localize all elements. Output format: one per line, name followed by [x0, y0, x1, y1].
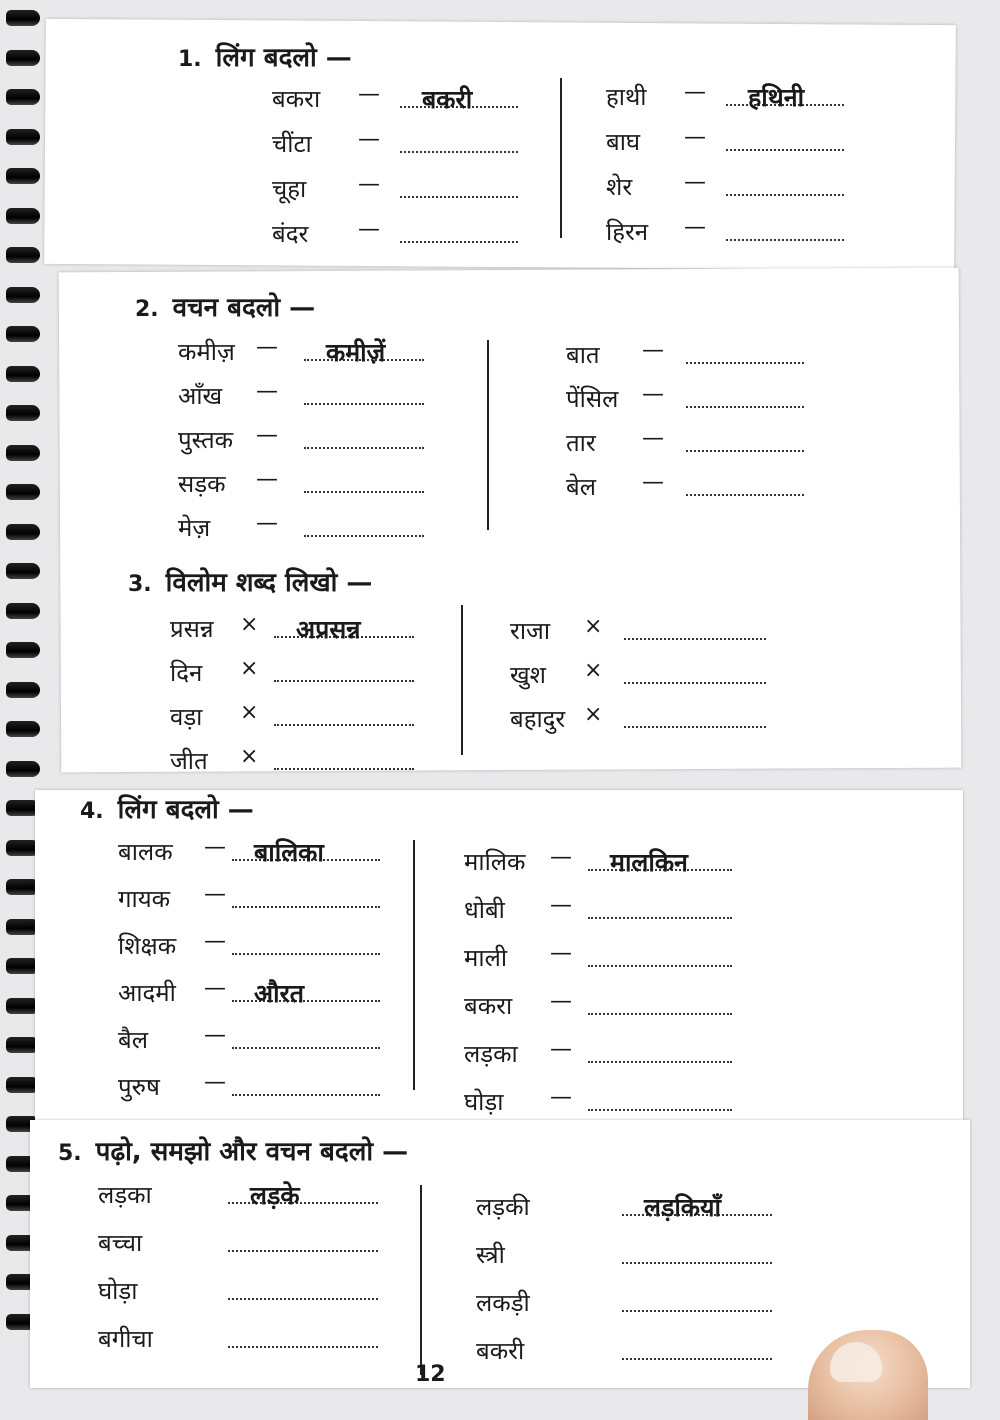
section-number: 1. — [178, 47, 202, 72]
exercise-separator: — — [204, 882, 226, 907]
section-title: लिंग बदलो — — [215, 43, 352, 73]
exercise-word: वड़ा — [170, 703, 203, 731]
exercise-separator: × — [584, 614, 603, 639]
answer-blank[interactable] — [686, 426, 804, 452]
exercise-separator: — — [256, 467, 278, 492]
exercise-row — [170, 656, 424, 690]
exercise-separator: — — [358, 217, 380, 242]
answer-blank[interactable] — [588, 893, 732, 919]
section-heading — [178, 38, 352, 74]
spiral-ring — [6, 168, 40, 184]
exercise-separator: × — [240, 656, 259, 681]
answer-blank[interactable] — [588, 1085, 732, 1111]
exercise-word: दिन — [170, 659, 203, 687]
exercise-word: राजा — [510, 617, 551, 645]
exercise-separator: — — [550, 845, 572, 870]
answer-blank[interactable] — [400, 127, 518, 153]
exercise-row — [272, 217, 528, 251]
exercise-row — [272, 82, 528, 116]
exercise-row — [178, 467, 434, 501]
exercise-row — [464, 941, 742, 975]
exercise-word: हिरन — [606, 218, 649, 246]
exercise-row — [566, 338, 814, 372]
exercise-word: मालिक — [464, 848, 526, 876]
exercise-row — [118, 929, 390, 963]
spiral-ring — [6, 603, 40, 619]
section-title: लिंग बदलो — — [117, 795, 254, 825]
spiral-ring — [6, 287, 40, 303]
exercise-word: जीत — [170, 747, 208, 775]
answer-blank[interactable] — [726, 215, 844, 241]
exercise-word: शेर — [606, 173, 633, 201]
answer-blank[interactable] — [228, 1322, 378, 1348]
answer-blank[interactable] — [304, 423, 424, 449]
spiral-ring — [6, 10, 40, 26]
exercise-row — [118, 835, 390, 869]
exercise-word: खुश — [510, 661, 546, 689]
answer-blank[interactable] — [588, 989, 732, 1015]
spiral-ring — [6, 405, 40, 421]
section-heading — [80, 790, 254, 826]
section-number: 3. — [128, 572, 152, 597]
exercise-row — [178, 335, 434, 369]
filled-answer: बकरी — [422, 85, 473, 114]
exercise-row — [464, 845, 742, 879]
filled-answer: लड़कियाँ — [644, 1193, 721, 1222]
answer-blank[interactable] — [232, 1023, 380, 1049]
answer-blank[interactable] — [588, 1037, 732, 1063]
exercise-separator: — — [550, 893, 572, 918]
exercise-separator: — — [204, 1070, 226, 1095]
exercise-word: बैल — [118, 1026, 148, 1054]
filled-answer: हथिनी — [748, 83, 805, 112]
spiral-ring — [6, 642, 40, 658]
exercise-separator: — — [358, 127, 380, 152]
exercise-word: चींटा — [272, 130, 312, 158]
exercise-word: लड़का — [464, 1040, 518, 1068]
exercise-row — [464, 1037, 742, 1071]
answer-blank[interactable] — [624, 658, 766, 684]
filled-answer: मालकिन — [610, 848, 688, 877]
spiral-ring — [6, 366, 40, 382]
exercise-word: बकरा — [272, 85, 321, 113]
answer-blank[interactable] — [274, 656, 414, 682]
filled-answer: लड़के — [250, 1181, 300, 1210]
exercise-word: आँख — [178, 382, 223, 410]
page-number: 12 — [415, 1362, 446, 1387]
exercise-separator: — — [684, 125, 706, 150]
spiral-ring — [6, 129, 40, 145]
spiral-ring — [6, 761, 40, 777]
exercise-row — [476, 1286, 782, 1320]
answer-blank[interactable] — [274, 744, 414, 770]
filled-answer: कमीज़ें — [326, 338, 386, 367]
exercise-word: घोड़ा — [98, 1277, 138, 1305]
exercise-row — [510, 702, 776, 736]
exercise-word: बालक — [118, 838, 173, 866]
exercise-separator: × — [584, 658, 603, 683]
spiral-ring — [6, 326, 40, 342]
exercise-word: प्रसन्न — [170, 615, 214, 643]
exercise-word: बाघ — [606, 128, 641, 156]
filled-answer: बालिका — [254, 838, 324, 867]
section-title: पढ़ो, समझो और वचन बदलो — — [95, 1137, 409, 1167]
exercise-row — [510, 658, 776, 692]
exercise-separator: — — [642, 426, 664, 451]
answer-blank[interactable] — [274, 700, 414, 726]
exercise-row — [118, 976, 390, 1010]
exercise-separator: — — [550, 1037, 572, 1062]
exercise-word: बकरा — [464, 992, 513, 1020]
exercise-row — [98, 1226, 388, 1260]
exercise-word: हाथी — [606, 83, 647, 111]
column-divider — [560, 78, 562, 238]
exercise-word: बकरी — [476, 1337, 525, 1365]
answer-blank[interactable] — [588, 941, 732, 967]
answer-blank[interactable] — [400, 172, 518, 198]
exercise-row — [98, 1322, 388, 1356]
exercise-row — [476, 1334, 782, 1368]
exercise-separator: × — [240, 612, 259, 637]
exercise-word: पेंसिल — [566, 385, 619, 413]
exercise-row — [476, 1238, 782, 1272]
exercise-row — [606, 80, 854, 114]
spiral-ring — [6, 208, 40, 224]
exercise-row — [98, 1274, 388, 1308]
exercise-word: बहादुर — [510, 705, 566, 733]
exercise-separator: — — [358, 172, 380, 197]
exercise-separator: — — [684, 80, 706, 105]
column-divider — [420, 1185, 422, 1375]
exercise-separator: — — [256, 511, 278, 536]
answer-blank[interactable] — [304, 467, 424, 493]
exercise-separator: — — [642, 382, 664, 407]
exercise-word: सड़क — [178, 470, 226, 498]
exercise-separator: — — [256, 423, 278, 448]
filled-answer: अप्रसन्न — [296, 615, 361, 644]
exercise-word: धोबी — [464, 896, 505, 924]
answer-blank[interactable] — [624, 614, 766, 640]
exercise-word: आदमी — [118, 979, 176, 1007]
exercise-word: बगीचा — [98, 1325, 153, 1353]
spiral-ring — [6, 563, 40, 579]
answer-blank[interactable] — [686, 470, 804, 496]
column-divider — [413, 840, 415, 1090]
exercise-separator: — — [684, 170, 706, 195]
exercise-separator: — — [684, 215, 706, 240]
exercise-word: लड़की — [476, 1193, 530, 1221]
spiral-ring — [6, 682, 40, 698]
section-number: 5. — [58, 1141, 82, 1166]
filled-answer: औरत — [254, 979, 305, 1008]
answer-blank[interactable] — [228, 1274, 378, 1300]
exercise-row — [464, 1085, 742, 1119]
answer-blank[interactable] — [232, 929, 380, 955]
answer-blank[interactable] — [304, 511, 424, 537]
exercise-word: बंदर — [272, 220, 309, 248]
answer-blank[interactable] — [232, 882, 380, 908]
section-number: 4. — [80, 799, 104, 824]
section-title: वचन बदलो — — [172, 293, 316, 323]
exercise-row — [464, 893, 742, 927]
section-title: विलोम शब्द लिखो — — [165, 568, 373, 598]
exercise-row — [178, 511, 434, 545]
exercise-word: पुस्तक — [178, 426, 234, 454]
column-divider — [461, 605, 463, 755]
exercise-word: गायक — [118, 885, 171, 913]
exercise-separator: — — [550, 989, 572, 1014]
exercise-word: पुरुष — [118, 1073, 160, 1101]
exercise-separator: — — [256, 335, 278, 360]
answer-blank[interactable] — [232, 1070, 380, 1096]
exercise-word: तार — [566, 429, 596, 457]
exercise-word: बच्चा — [98, 1229, 143, 1257]
answer-blank[interactable] — [726, 170, 844, 196]
exercise-separator: × — [240, 700, 259, 725]
exercise-word: बात — [566, 341, 600, 369]
exercise-separator: — — [256, 379, 278, 404]
answer-blank[interactable] — [622, 1238, 772, 1264]
answer-blank[interactable] — [622, 1286, 772, 1312]
exercise-word: मेज़ — [178, 514, 211, 542]
exercise-word: शिक्षक — [118, 932, 177, 960]
section-heading — [58, 1132, 408, 1168]
answer-blank[interactable] — [686, 382, 804, 408]
exercise-word: माली — [464, 944, 508, 972]
exercise-row — [606, 215, 854, 249]
exercise-separator: — — [204, 976, 226, 1001]
exercise-row — [118, 1070, 390, 1104]
exercise-separator: × — [584, 702, 603, 727]
answer-blank[interactable] — [726, 125, 844, 151]
spiral-ring — [6, 445, 40, 461]
section-heading — [135, 288, 315, 324]
exercise-row — [170, 612, 424, 646]
exercise-row — [272, 172, 528, 206]
spiral-ring — [6, 721, 40, 737]
exercise-word: लड़का — [98, 1181, 152, 1209]
exercise-row — [476, 1190, 782, 1224]
answer-blank[interactable] — [686, 338, 804, 364]
exercise-row — [98, 1178, 388, 1212]
exercise-word: बेल — [566, 473, 596, 501]
exercise-separator: — — [642, 470, 664, 495]
exercise-separator: — — [642, 338, 664, 363]
exercise-word: कमीज़ — [178, 338, 235, 366]
section-number: 2. — [135, 297, 159, 322]
exercise-word: चूहा — [272, 175, 307, 203]
exercise-word: घोड़ा — [464, 1088, 504, 1116]
exercise-word: स्त्री — [476, 1241, 505, 1269]
spiral-ring — [6, 89, 40, 105]
answer-blank[interactable] — [400, 217, 518, 243]
exercise-row — [510, 614, 776, 648]
exercise-separator: — — [550, 941, 572, 966]
answer-blank[interactable] — [622, 1334, 772, 1360]
exercise-row — [178, 423, 434, 457]
spiral-ring — [6, 484, 40, 500]
exercise-row — [178, 379, 434, 413]
spiral-ring — [6, 524, 40, 540]
spiral-ring — [6, 50, 40, 66]
exercise-separator: — — [204, 929, 226, 954]
exercise-separator: — — [204, 835, 226, 860]
exercise-separator: — — [204, 1023, 226, 1048]
answer-blank[interactable] — [228, 1226, 378, 1252]
exercise-word: लकड़ी — [476, 1289, 530, 1317]
exercise-row — [272, 127, 528, 161]
exercise-row — [606, 125, 854, 159]
column-divider — [487, 340, 489, 530]
spiral-ring — [6, 247, 40, 263]
answer-blank[interactable] — [304, 379, 424, 405]
exercise-separator: — — [358, 82, 380, 107]
answer-blank[interactable] — [624, 702, 766, 728]
exercise-row — [170, 700, 424, 734]
exercise-separator: — — [550, 1085, 572, 1110]
exercise-row — [170, 744, 424, 778]
exercise-row — [566, 470, 814, 504]
exercise-row — [118, 1023, 390, 1057]
exercise-row — [118, 882, 390, 916]
exercise-row — [566, 382, 814, 416]
exercise-row — [566, 426, 814, 460]
exercise-row — [606, 170, 854, 204]
exercise-separator: × — [240, 744, 259, 769]
exercise-row — [464, 989, 742, 1023]
section-heading — [128, 563, 372, 599]
